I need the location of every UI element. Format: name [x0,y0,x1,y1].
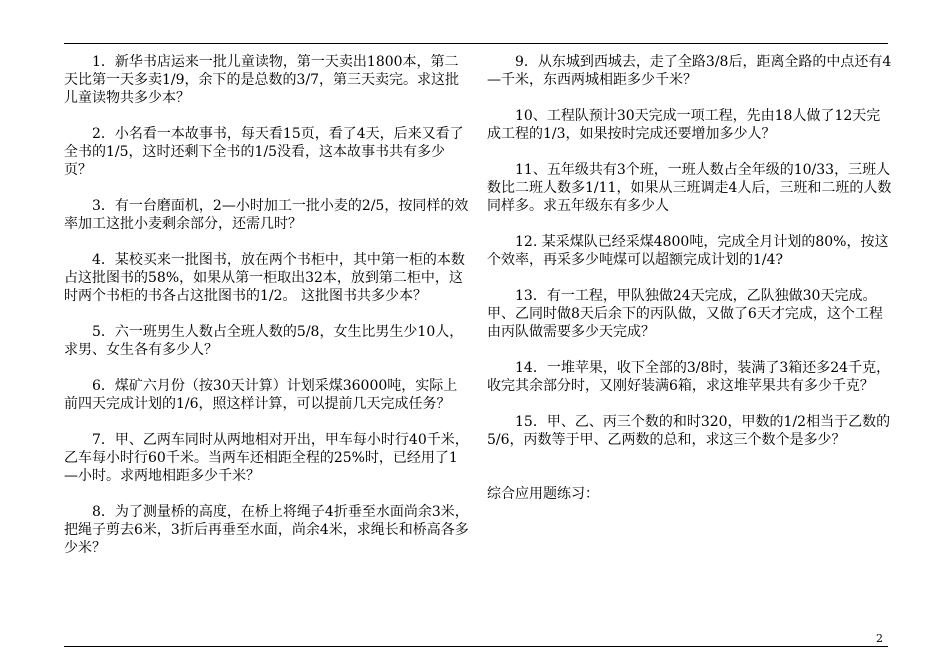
question-13: 13．有一工程，甲队独做24天完成，乙队独做30天完成。甲、乙同时做8天后余下的丙队做，又做了6天才完成，这个工程由丙队做需要多少天完成？ [487,288,883,340]
question-10: 10、工程队预计30天完成一项工程，先由18人做了12天完成工程的1/3，如果按时完成还要增加多少人？ [487,108,881,142]
page-number: 2 [876,632,883,645]
question-12: 12. 某采煤队已经采煤4800吨，完成全月计划的80%，按这个效率，再采多少吨煤可以超额完成计划的1/4? [487,234,889,268]
question-7: 7．甲、乙两车同时从两地相对开出，甲车每小时行40千米，乙车每小时行60千米。当两车还相距全程的25%时，已经用了1—小时。求两地相距多少千米？ [64,432,469,484]
question-4: 4．某校买来一批图书，放在两个书柜中，其中第一柜的本数占这批图书的58%，如果从第一柜取出32本，放到第二柜中，这时两个书柜的书各占这批图书的1/2。 这批图书共多少本？ [64,252,465,304]
question-5: 5．六一班男生人数占全班人数的5/8，女生比男生少10人，求男、女生各有多少人？ [64,324,464,358]
question-1: 1．新华书店运来一批儿童读物，第一天卖出1800本，第二天比第一天多卖1/9，余下的是总数的3/7，第三天卖完。求这批儿童读物共多少本？ [64,54,460,106]
question-2: 2．小名看一本故事书，每天看15页，看了4天，后来又看了全书的1/5，这时还剩下全书的1/5没看，这本故事书共有多少页？ [64,126,464,178]
question-15: 15．甲、乙、丙三个数的和时320，甲数的1/2相当于乙数的5/6，丙数等于甲、乙两数的总和，求这三个数个是多少？ [487,414,891,448]
bottom-rule [64,646,888,647]
section-heading: 综合应用题练习： [487,486,599,502]
question-14: 14．一堆苹果，收下全部的3/8时，装满了3箱还多24千克，收完其余部分时，又刚好装满6箱，求这堆苹果共有多少千克？ [487,360,891,394]
question-11: 11、五年级共有3个班，一班人数占全年级的10/33，三班人数比二班人数多1/11，如果从三班调走4人后，三班和二班的人数同样多。求五年级东有多少人 [487,162,892,214]
right-column [487,53,892,503]
left-column [64,53,469,557]
question-6: 6．煤矿六月份（按30天计算）计划采煤36000吨，实际上前四天完成计划的1/6，照这样计算，可以提前几天完成任务？ [64,378,458,412]
question-8: 8．为了测量桥的高度，在桥上将绳子4折垂至水面尚余3米，把绳子剪去6米，3折后再垂至水面，尚余4米，求绳长和桥高各多少米？ [64,504,469,556]
top-rule [64,43,888,44]
question-9: 9．从东城到西城去，走了全路3/8后，距离全路的中点还有4—千米，东西两城相距多少千米？ [487,54,892,88]
question-3: 3．有一台磨面机，2—小时加工一批小麦的2/5，按同样的效率加工这批小麦剩余部分，还需几时？ [64,198,469,232]
